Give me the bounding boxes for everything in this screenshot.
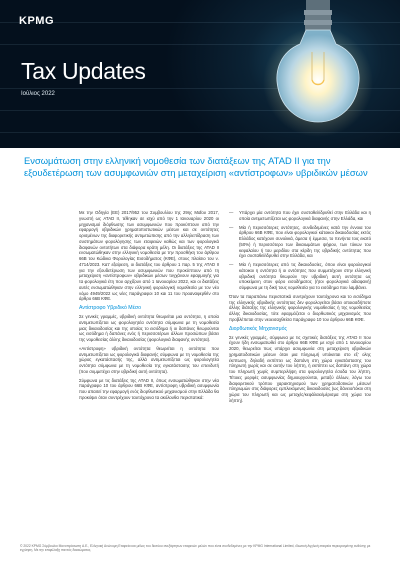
section-heading-mechanism: Διορθωτικός Μηχανισμός <box>229 325 287 332</box>
section1-paragraph-3: Σύμφωνα με τις διατάξεις της ATAD II, όπως ενσωματώθηκαν στην νέα παράγραφο 10 του άρθρου 66Β ΚΦΕ, αντίστροφη υβριδική ασυμφωνία που απαιτεί την εφαρμογή ενός διορθωτικού μηχανισμού στην Ελλάδα θα προκύψει όταν συντρέχουν ταυτόχρονα τα ακόλουθα περιστατικά: <box>79 377 219 400</box>
article-title: Ενσωμάτωση στην ελληνική νομοθεσία των διατάξεων της ATAD II για την εξουδετέρωση των ασυμφωνιών στη μεταχείριση «αντίστροφων» υβριδικών μέσων <box>24 155 368 178</box>
footer-copyright: © 2022 KPMG Σύμβουλοι Μονοπρόσωπη Α.Ε., Ελληνική Ανώνυμη Εταιρεία και μέλος του δικτύου ανεξάρτητων εταιρειών μελών που είναι συνδεδεμένες με την KPMG International Limited, ιδιωτική Αγγλική εταιρεία περιορισμένης ευθύνης με εγγύηση. Με την επιφύλαξη παντός δικαιώματος. <box>20 544 371 553</box>
right-column <box>229 210 371 407</box>
publication-date: Ιούλιος 2022 <box>21 91 55 97</box>
list-item: — Μία ή περισσότερες οντότητες, συνδεδεμένες κατά την έννοια του άρθρου 66Β ΚΦΕ, που είναι φορολογικοί κάτοικοι δικαιοδοσίας εκτός Ελλάδος κατέχουν συνολικά, άμεσα ή έμμεσα, το πενήντα τοις εκατό (50%) ή περισσότερο των δικαιωμάτων ψήφου, των τόκων του κεφαλαίου ή του μεριδίου στα κέρδη της υβριδικής οντότητας που έχει συσταθεί/ιδρυθεί στην Ελλάδα, και <box>229 225 371 260</box>
conditions-list <box>229 210 371 291</box>
section2-paragraph-1: Σε γενικές γραμμές, σύμφωνα με τις σχετικές διατάξεις της ATAD II που έχουν ήδη ενσωματωθεί στο άρθρο 66Β ΚΦΕ με ισχύ από 1 Ιανουαρίου 2020, θεωρείται πως υπάρχει ασυμφωνία στη μεταχείριση υβριδικών χρηματοδοτικών μέσων όταν μια πληρωμή υπόκειται στο εξ' ολης έκπτωση, δηλαδή εκπίπτει ως δαπάνη στη χώρα εγκατάστασης του πληρωτή χωρίς και σε αυτήν του λήπτη, ή εκπίπτει ως δαπάνη στη χώρα του πληρωτή χωρίς συμπεριλήψη στα φορολογητέα έσοδα του λήπτη. Τέτοιες μορφές ασυμφωνίας δημιουργούνται, μεταξύ άλλων, λόγω του διαφορετικού τρόπου χαρακτηρισμού των χρηματοδοτικών μέσων/πληρωμών στις διάφορες εμπλεκόμενες δικαιοδοσίες (ως δάνειο/τόκοι στη χώρα του πληρωτή και ως μετοχές/κεφάλαιο/μέρισμα στη χώρα του λήπτη). <box>229 334 371 403</box>
list-item: — Μία ή περισσότερες από τις δικαιοδοσίες, όπου είναι φορολογικοί κάτοικοι η οντότητα ή οι οντότητες που συμμετέχουν στην ελληνική υβριδική οντότητα θεωρούν την υβριδική αυτή οντότητα ως υποκείμενη στον φόρο εισοδήματος (ήτοι φορολογικά αδιαφανή) σύμφωνα με τη δική τους νομοθεσία για το εισόδημα που λαμβάνει. <box>229 262 371 291</box>
section1-paragraph-2: «Αντίστροφη» υβριδική οντότητα θεωρείται η οντότητα που αντιμετωπίζεται ως φορολογικά διαφανής σύμφωνα με τη νομοθεσία της χώρας εγκατάστασής της, αλλά αντιμετωπίζεται ως φορολογητέα οντότητα σύμφωνα με τη νομοθεσία της εγκατάστασης του επενδυτή (που συμμετέχει στην υβριδική αυτή οντότητα). <box>79 345 219 374</box>
intro-paragraph: Με την Οδηγία (ΕΕ) 2017/952 του Συμβουλίου της 29ης Μαΐου 2017, γνωστή ως ATAD II, τέθηκαν σε ισχύ από την 1 Ιανουαρίου 2020 οι μηχανισμοί διόρθωσης των ασυμφωνιών που προκύπτουν από την εφαρμογή υβριδικών χρηματοπιστωτικών μέσων και σε οντότητες ορισμένων της διαφορετικής αντιμετώπισης από την αλληλεπίδραση των συστημάτων φορολόγησης των εταιρειών καθώς και των φορολογικά διαφανών οντοτήτων στα διάφορα κράτη μέλη. Οι διατάξεις της ATAD II ενσωματώθηκαν στην ελληνική νομοθεσία με την προσθήκη του άρθρου 66Β του Κώδικα Φορολογίας Εισοδήματος (ΚΦΕ), στους πλαίσιο του ν. 4714/2023. Κατ' εξαίρεση, οι διατάξεις του άρθρου 1 παρ. 5 της ATAD II για την εξουδετέρωση των ασυμφωνιών που προκύπτουν από τη μεταχείριση «αντίστροφων» υβριδικών μέσων τυγχάνουν εφαρμογής για τα φορολογικά έτη που αρχίζουν από 1 Ιανουαρίου 2022, και οι διατάξεις αυτές ενσωματώθηκαν στην ελληνική φορολογική νομοθεσία με τον νέο νόμο 4949/2022 ως νέες παράγραφοι 10 και 11 του προαναφερθέν στο άρθρο 66Β ΚΦΕ. <box>79 210 219 302</box>
hero-banner <box>0 0 400 148</box>
kpmg-logo: KPMG <box>19 15 54 27</box>
light-bulb-icon <box>250 0 400 148</box>
after-list-paragraph: Όταν τα παραπάνω περιστατικά συντρέχουν ταυτόχρονα και το εισόδημα της ελληνικής υβριδικής οντότητας δεν φορολογείται βάσει οποιασδήποτε άλλης διάταξης της ελληνικής φορολογικής νομοθεσίας ή της νομοθεσίας άλλης δικαιοδοσίας, τότε εφαρμόζεται ο διορθωτικός μηχανισμός που προβλέπεται στην νεοεισαχθείσα παράγραφο 10 του άρθρου 66Β ΚΦΕ. <box>229 293 371 322</box>
section1-paragraph-1: Σε γενικές γραμμές, υβριδική οντότητα θεωρείται μια οντότητα, η οποία αντιμετωπίζεται ως φορολογητέα οντότητα σύμφωνα με τη νομοθεσία μιας δικαιοδοσίας και της οποίας το εισόδημα ή οι δαπάνες θεωρούνται ως εισόδημα ή δαπάνες ενός ή περισσοτέρων άλλων προσώπων βάσει της νομοθεσίας άλλης δικαιοδοσίας (φορολογικά διαφανής οντότητα). <box>79 314 219 342</box>
section-heading-hybrid: Αντίστροφο Υβριδικό Μέσο <box>79 305 142 311</box>
page-title: Tax Updates <box>21 58 146 84</box>
left-column <box>79 210 219 404</box>
list-item: — Υπάρχει μία οντότητα που έχει συσταθεί/ιδρυθεί στην Ελλάδα και η οποία αντιμετωπίζεται ως φορολογικά διαφανής στην Ελλάδα, και <box>229 210 371 222</box>
